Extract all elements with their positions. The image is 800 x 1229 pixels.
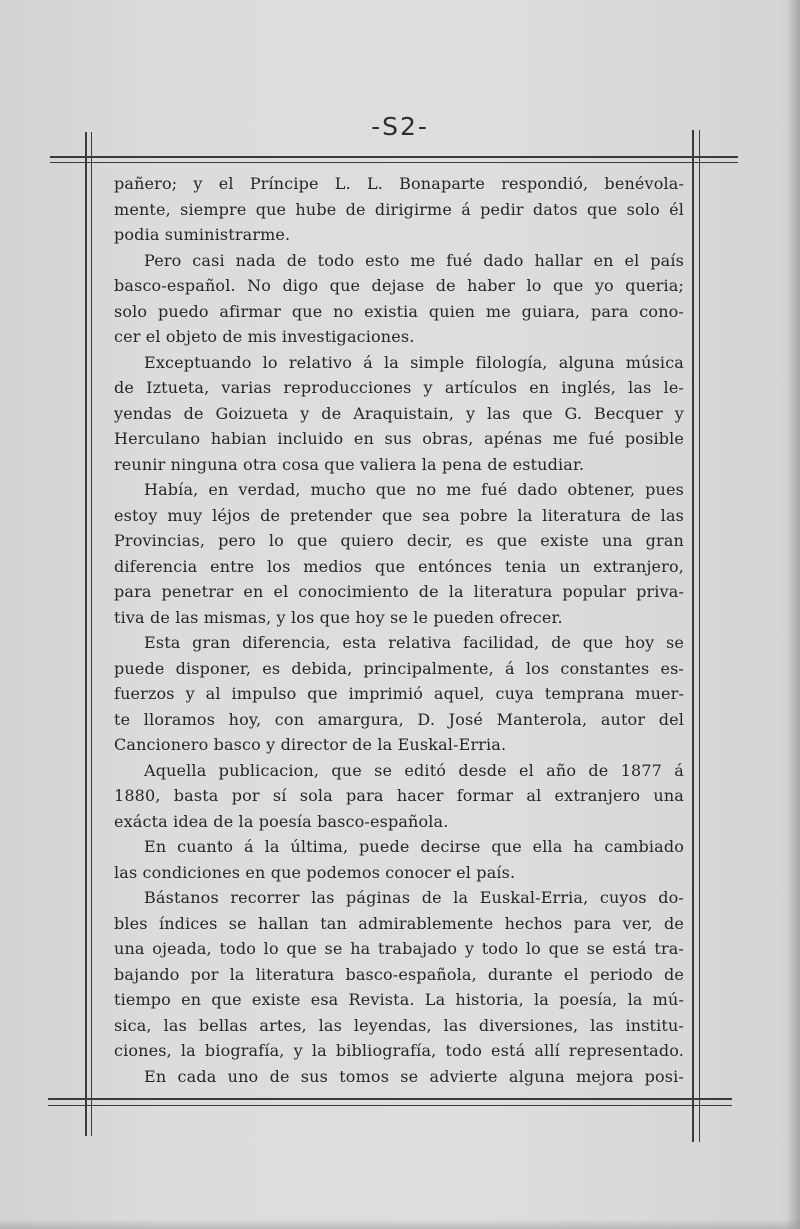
- frame-left-rule-inner: [91, 132, 92, 1136]
- text-line: Herculano habian incluido en sus obras, apénas me fué posible: [114, 429, 684, 448]
- text-line: Aquella publicacion, que se editó desde el año de 1877 á: [144, 760, 684, 780]
- text-line: puede disponer, es debida, principalmente, á los constantes es-: [114, 658, 684, 678]
- text-line: tiva de las mismas, y los que hoy se le pueden ofrecer.: [114, 607, 563, 627]
- text-line: Pero casi nada de todo esto me fué dado hallar en el país: [144, 250, 684, 270]
- text-line: Bástanos recorrer las páginas de la Euskal-Erria, cuyos do-: [144, 888, 684, 907]
- text-line: pañero; y el Príncipe L. L. Bonaparte respondió, benévola-: [114, 174, 684, 193]
- text-line: mente, siempre que hube de dirigirme á pedir datos que solo él: [114, 199, 684, 219]
- page-edge-shadow: [786, 0, 800, 1229]
- text-line: ciones, la biografía, y la bibliografía, todo está allí representado.: [114, 1041, 684, 1060]
- text-line: podia suministrarme.: [114, 225, 291, 244]
- text-line: bles índices se hallan tan admirablemente hechos para ver, de: [114, 913, 684, 933]
- text-line: Provincias, pero lo que quiero decir, es que existe una gran: [114, 531, 684, 550]
- frame-bottom-rule-inner: [48, 1105, 732, 1106]
- page-number: -S2-: [371, 112, 429, 141]
- text-line: basco-español. No digo que dejase de haber lo que yo queria;: [114, 276, 684, 295]
- text-line: 1880, basta por sí sola para hacer formar al extranjero una: [114, 786, 684, 805]
- text-line: Había, en verdad, mucho que no me fué dado obtener, pues: [144, 480, 684, 499]
- text-line: sica, las bellas artes, las leyendas, las diversiones, las institu-: [114, 1015, 684, 1035]
- text-line: fuerzos y al impulso que imprimió aquel, cuya temprana muer-: [114, 684, 684, 703]
- frame-right-rule-inner: [699, 130, 700, 1142]
- text-line: te lloramos hoy, con amargura, D. José Manterola, autor del: [114, 709, 684, 729]
- text-line: para penetrar en el conocimiento de la literatura popular priva-: [114, 582, 684, 601]
- text-line: reunir ninguna otra cosa que valiera la pena de estudiar.: [114, 454, 585, 474]
- text-line: solo puedo afirmar que no existia quien me guiara, para cono-: [114, 301, 684, 321]
- text-line: yendas de Goizueta y de Araquistain, y las que G. Becquer y: [114, 403, 684, 423]
- text-line: En cuanto á la última, puede decirse que ella ha cambiado: [144, 837, 684, 856]
- frame-top-rule-inner: [50, 162, 738, 163]
- text-line: bajando por la literatura basco-española, durante el periodo de: [114, 964, 684, 984]
- frame-left-rule-outer: [85, 132, 87, 1136]
- text-line: Exceptuando lo relativo á la simple filología, alguna música: [144, 352, 684, 372]
- frame-right-rule-outer: [692, 130, 694, 1142]
- text-line: cer el objeto de mis investigaciones.: [114, 327, 415, 346]
- text-line: de Iztueta, varias reproducciones y artículos en inglés, las le-: [114, 378, 684, 397]
- body-text: [114, 171, 684, 1089]
- text-line: una ojeada, todo lo que se ha trabajado y todo lo que se está tra-: [114, 939, 684, 958]
- frame-bottom-rule-outer: [48, 1098, 732, 1100]
- text-line: estoy muy léjos de pretender que sea pobre la literatura de las: [114, 505, 684, 525]
- text-line: En cada uno de sus tomos se advierte alguna mejora posi-: [144, 1066, 684, 1086]
- page-bottom-shadow: [0, 1219, 800, 1229]
- text-line: tiempo en que existe esa Revista. La historia, la poesía, la mú-: [114, 990, 684, 1009]
- text-line: Cancionero basco y director de la Euskal-Erria.: [114, 735, 507, 754]
- text-line: Esta gran diferencia, esta relativa facilidad, de que hoy se: [144, 633, 684, 652]
- text-line: diferencia entre los medios que entónces tenia un extranjero,: [114, 556, 684, 576]
- text-line: exácta idea de la poesía basco-española.: [114, 811, 449, 831]
- frame-top-rule-outer: [50, 156, 738, 158]
- text-line: las condiciones en que podemos conocer el país.: [114, 862, 516, 882]
